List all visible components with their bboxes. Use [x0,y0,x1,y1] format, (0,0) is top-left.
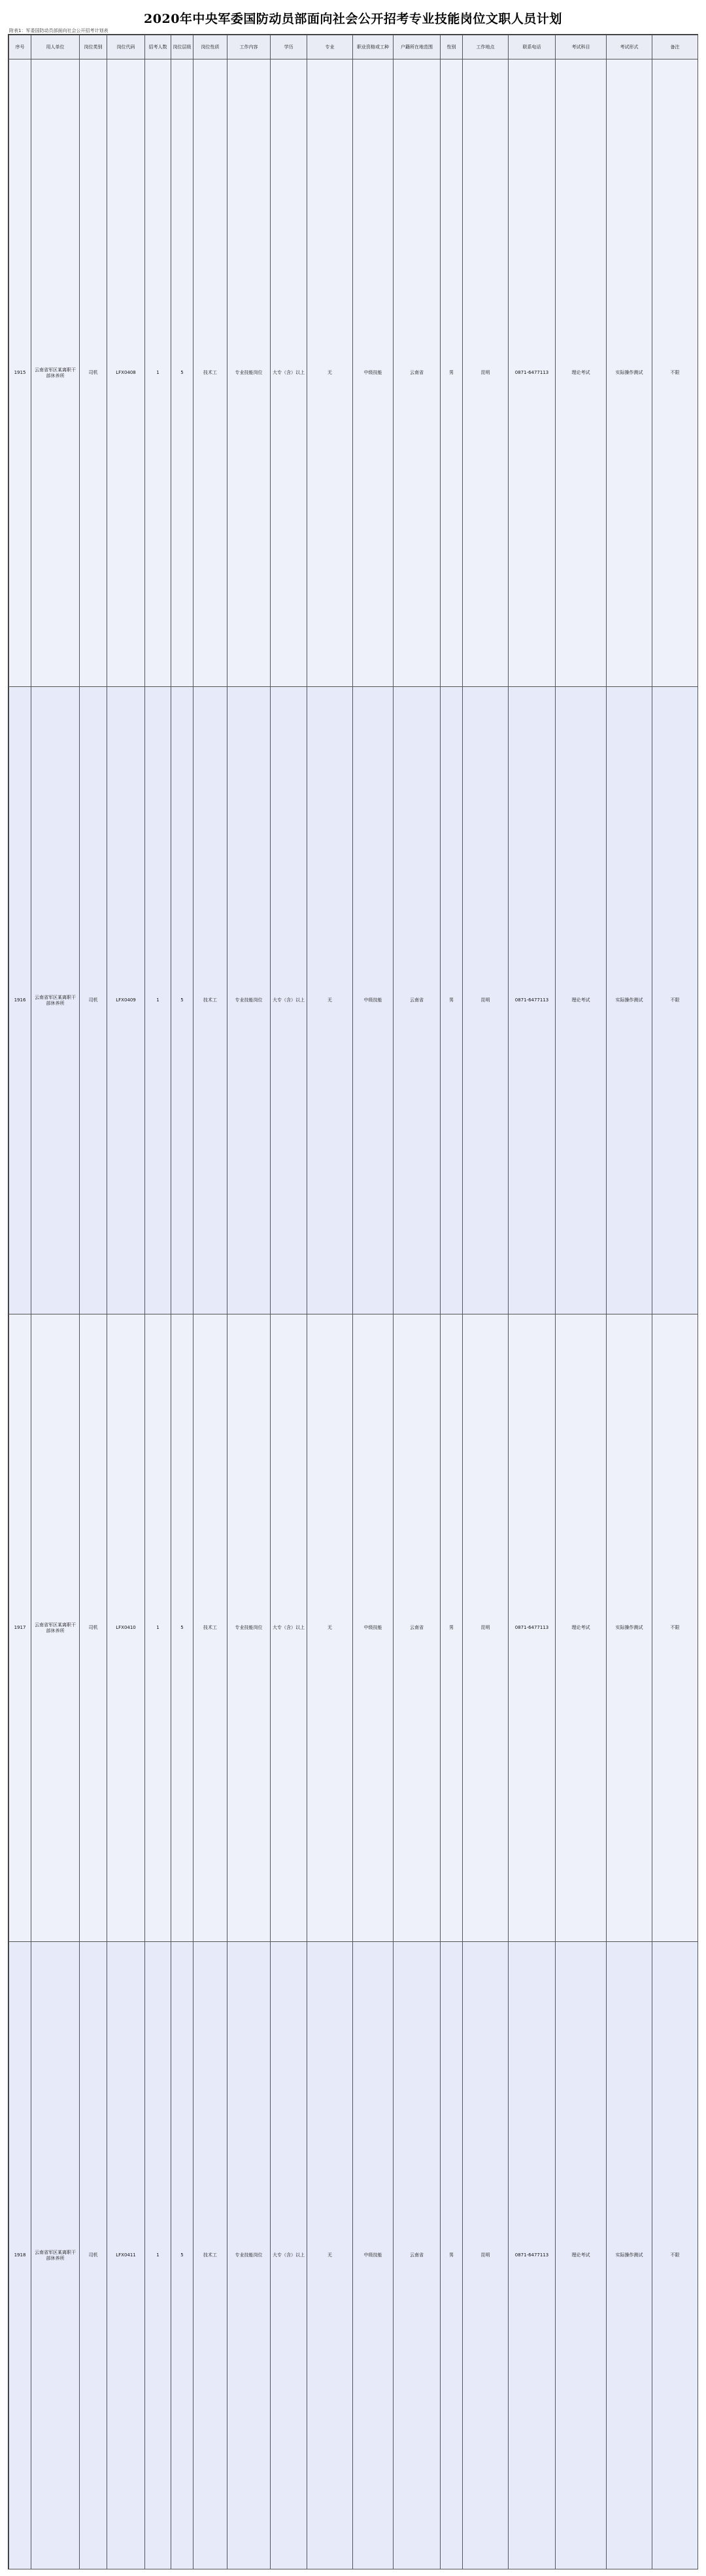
table-cell: 实际操作测试 [607,1314,652,1942]
table-row [9,1314,698,1942]
table-cell: 1918 [9,1942,31,2569]
table-cell: 实际操作测试 [607,59,652,687]
table-body [9,59,698,2569]
table-cell: 昆明 [463,59,509,687]
table-caption: 附表1：军委国防动员部面向社会公开招考计划表 [9,28,109,33]
table-cell: 0871-6477113 [509,59,556,687]
table-cell: 大专（含）以上 [271,59,307,687]
table-cell: 不限 [652,1314,698,1942]
table-row [9,59,698,687]
table-cell: 无 [307,1314,353,1942]
table-cell: 男 [441,1942,463,2569]
table-cell: 昆明 [463,687,509,1314]
table-cell: 无 [307,687,353,1314]
recruitment-table [8,34,698,2569]
table-cell: 1915 [9,59,31,687]
table-cell: 0871-6477113 [509,1942,556,2569]
table-cell: 1 [145,1942,171,2569]
column-header: 工作地点 [463,35,509,59]
table-cell: 实际操作测试 [607,1942,652,2569]
column-header: 职业资格或工种 [353,35,394,59]
table-cell: 昆明 [463,1942,509,2569]
table-cell: LFX0411 [107,1942,145,2569]
table-cell: 1916 [9,687,31,1314]
table-cell: 实际操作测试 [607,687,652,1314]
table-cell: 专业技能岗位 [227,1314,271,1942]
table-cell: 男 [441,1314,463,1942]
table-cell: 5 [171,1942,193,2569]
table-cell: 1 [145,687,171,1314]
table-cell: 云南省 [394,1314,441,1942]
table-cell: 不限 [652,59,698,687]
table-cell: 1917 [9,1314,31,1942]
table-cell: LFX0409 [107,687,145,1314]
column-header: 考试科目 [556,35,607,59]
table-cell: 技术工 [193,687,227,1314]
table-cell: 云南省 [394,59,441,687]
table-cell: 理论考试 [556,59,607,687]
table-cell: 中级技能 [353,687,394,1314]
table-cell: 大专（含）以上 [271,1942,307,2569]
table-cell: 大专（含）以上 [271,1314,307,1942]
table-cell: LFX0410 [107,1314,145,1942]
table-cell: 5 [171,59,193,687]
table-cell: 司机 [80,1314,107,1942]
table-cell: 男 [441,687,463,1314]
table-cell: 云南省 [394,1942,441,2569]
column-header: 性别 [441,35,463,59]
column-header: 岗位类别 [80,35,107,59]
table-cell: 1 [145,1314,171,1942]
column-header: 工作内容 [227,35,271,59]
column-header: 户籍所在地范围 [394,35,441,59]
column-header: 序号 [9,35,31,59]
table-cell: 5 [171,1314,193,1942]
table-cell: 5 [171,687,193,1314]
table-row [9,687,698,1314]
table-cell: 1 [145,59,171,687]
table-cell: 云南省军区某离职干部休养所 [31,1942,80,2569]
column-header: 备注 [652,35,698,59]
table-cell: 技术工 [193,59,227,687]
table-cell: 技术工 [193,1942,227,2569]
table-cell: 云南省军区某离职干部休养所 [31,59,80,687]
table-cell: 专业技能岗位 [227,1942,271,2569]
table-cell: 技术工 [193,1314,227,1942]
column-header: 学历 [271,35,307,59]
table-header-row [9,35,698,59]
table-cell: 司机 [80,687,107,1314]
table-row [9,1942,698,2569]
table-cell: 理论考试 [556,1314,607,1942]
column-header: 招考人数 [145,35,171,59]
column-header: 岗位代码 [107,35,145,59]
table-cell: 云南省 [394,687,441,1314]
table-cell: 理论考试 [556,687,607,1314]
column-header: 岗位性质 [193,35,227,59]
column-header: 联系电话 [509,35,556,59]
table-cell: 昆明 [463,1314,509,1942]
column-header: 岗位层级 [171,35,193,59]
table-cell: 专业技能岗位 [227,59,271,687]
table-cell: 云南省军区某离职干部休养所 [31,1314,80,1942]
page-title: 2020年中央军委国防动员部面向社会公开招考专业技能岗位文职人员计划 [144,12,562,26]
table-cell: 不限 [652,687,698,1314]
column-header: 专业 [307,35,353,59]
table-cell: 0871-6477113 [509,687,556,1314]
table-cell: 理论考试 [556,1942,607,2569]
table-cell: 男 [441,59,463,687]
table-cell: 中级技能 [353,1942,394,2569]
table-cell: 不限 [652,1942,698,2569]
table-cell: 0871-6477113 [509,1314,556,1942]
table-cell: 无 [307,59,353,687]
table-cell: 司机 [80,1942,107,2569]
column-header: 用人单位 [31,35,80,59]
plan-table [8,35,698,2569]
table-cell: 无 [307,1942,353,2569]
table-cell: 司机 [80,59,107,687]
table-cell: 中级技能 [353,59,394,687]
table-cell: 中级技能 [353,1314,394,1942]
table-cell: 专业技能岗位 [227,687,271,1314]
table-cell: 大专（含）以上 [271,687,307,1314]
table-cell: LFX0408 [107,59,145,687]
table-cell: 云南省军区某离职干部休养所 [31,687,80,1314]
column-header: 考试形式 [607,35,652,59]
